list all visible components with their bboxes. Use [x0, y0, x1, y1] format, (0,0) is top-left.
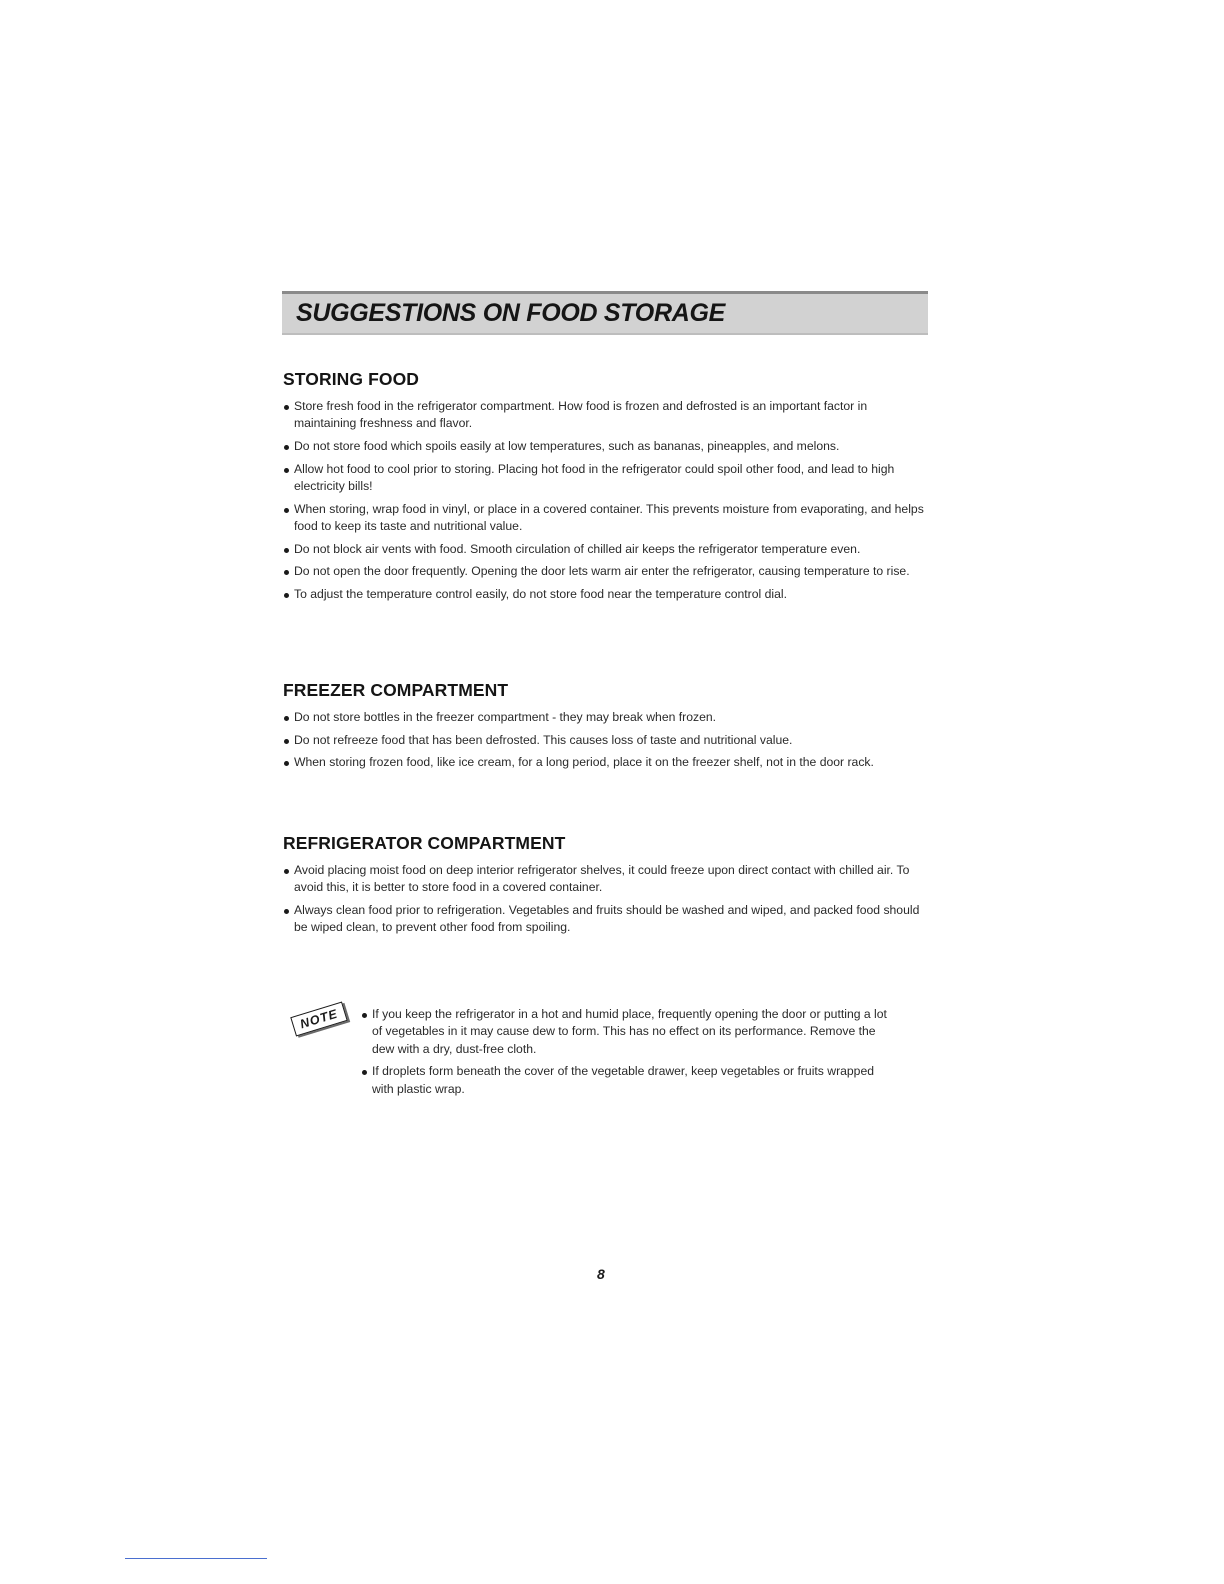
section-storing-food [283, 369, 928, 608]
note-item: If you keep the refrigerator in a hot and humid place, frequently opening the door or putting a lot of vegetables in it may cause dew to form. This has no effect on its performance. Remove the dew with a dry, dust-free cloth. [361, 1006, 896, 1058]
section-heading: FREEZER COMPARTMENT [283, 680, 509, 700]
bullet-list [283, 398, 928, 603]
section-refrigerator-compartment [283, 833, 928, 942]
list-item: Do not open the door frequently. Opening the door lets warm air enter the refrigerator, causing temperature to rise. [283, 563, 928, 580]
list-item: When storing, wrap food in vinyl, or place in a covered container. This prevents moisture from evaporating, and helps food to keep its taste and nutritional value. [283, 501, 928, 536]
page-title: SUGGESTIONS ON FOOD STORAGE [296, 299, 725, 327]
section-heading: STORING FOOD [283, 369, 420, 389]
page-number: 8 [597, 1266, 605, 1282]
section-freezer-compartment [283, 680, 928, 777]
section-heading: REFRIGERATOR COMPARTMENT [283, 833, 566, 853]
list-item: Avoid placing moist food on deep interior refrigerator shelves, it could freeze upon direct contact with chilled air. To avoid this, it is better to store food in a covered container. [283, 862, 928, 897]
note-list [361, 1006, 896, 1103]
bullet-list [283, 862, 928, 937]
list-item: Do not block air vents with food. Smooth circulation of chilled air keeps the refrigerator temperature even. [283, 541, 928, 558]
list-item: Do not store food which spoils easily at low temperatures, such as bananas, pineapples, and melons. [283, 438, 928, 455]
bullet-list [283, 709, 928, 772]
list-item: Do not refreeze food that has been defrosted. This causes loss of taste and nutritional value. [283, 732, 928, 749]
note-item: If droplets form beneath the cover of the vegetable drawer, keep vegetables or fruits wrapped with plastic wrap. [361, 1063, 896, 1098]
list-item: To adjust the temperature control easily, do not store food near the temperature control dial. [283, 586, 928, 603]
list-item: Do not store bottles in the freezer compartment - they may break when frozen. [283, 709, 928, 726]
list-item: Store fresh food in the refrigerator compartment. How food is frozen and defrosted is an important factor in maintaining freshness and flavor. [283, 398, 928, 433]
list-item: Allow hot food to cool prior to storing. Placing hot food in the refrigerator could spoil other food, and lead to high electricity bills! [283, 461, 928, 496]
list-item: When storing frozen food, like ice cream, for a long period, place it on the freezer shelf, not in the door rack. [283, 754, 928, 771]
footer-rule [125, 1558, 267, 1559]
list-item: Always clean food prior to refrigeration. Vegetables and fruits should be washed and wiped, and packed food should be wiped clean, to prevent other food from spoiling. [283, 902, 928, 937]
title-banner [282, 291, 928, 333]
note-badge: NOTE [290, 1002, 347, 1037]
